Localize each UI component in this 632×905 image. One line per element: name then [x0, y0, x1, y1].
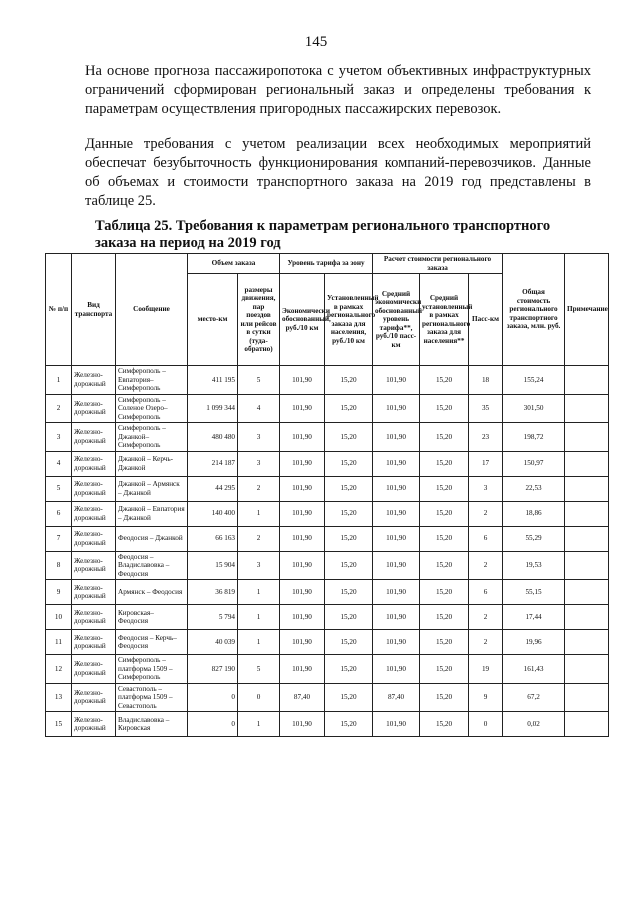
- cell-volume: 411 195: [188, 366, 238, 395]
- cell-note: [565, 655, 609, 684]
- cell-note: [565, 366, 609, 395]
- cell-row-number: 11: [46, 630, 72, 655]
- table-row: [46, 655, 609, 684]
- cell-econ-tariff: 101,90: [280, 655, 325, 684]
- cell-pass-km: 3: [469, 476, 503, 501]
- table-row: [46, 501, 609, 526]
- cell-note: [565, 712, 609, 737]
- header-pass-km: место-км: [188, 274, 238, 366]
- cell-econ-tariff: 101,90: [280, 712, 325, 737]
- cell-transport-type: Железно-дорожный: [72, 451, 116, 476]
- cell-transport-type: Железно-дорожный: [72, 366, 116, 395]
- cell-pass-km: 0: [469, 712, 503, 737]
- cell-volume: 0: [188, 683, 238, 712]
- cell-set-tariff: 15,20: [325, 451, 373, 476]
- cell-row-number: 15: [46, 712, 72, 737]
- cell-route: Джанкой – Евпатория – Джанкой: [116, 501, 188, 526]
- cell-row-number: 1: [46, 366, 72, 395]
- cell-row-number: 9: [46, 580, 72, 605]
- cell-trains: 2: [238, 526, 280, 551]
- table-row: [46, 630, 609, 655]
- cell-set-tariff: 15,20: [325, 580, 373, 605]
- cell-transport-type: Железно-дорожный: [72, 526, 116, 551]
- cell-pass-km: 2: [469, 551, 503, 580]
- cell-transport-type: Железно-дорожный: [72, 630, 116, 655]
- cell-econ-tariff: 101,90: [280, 476, 325, 501]
- cell-set-tariff: 15,20: [325, 366, 373, 395]
- cell-route: Симферополь – платформа 1509 – Симферополь: [116, 655, 188, 684]
- cell-row-number: 7: [46, 526, 72, 551]
- cell-route: Симферополь – Джанкой– Симферополь: [116, 423, 188, 452]
- cell-transport-type: Железно-дорожный: [72, 501, 116, 526]
- cell-pass-km: 23: [469, 423, 503, 452]
- transport-order-table: [45, 253, 609, 737]
- cell-note: [565, 630, 609, 655]
- cell-total-cost: 161,43: [503, 655, 565, 684]
- cell-trains: 1: [238, 712, 280, 737]
- cell-econ-tariff: 101,90: [280, 630, 325, 655]
- cell-transport-type: Железно-дорожный: [72, 476, 116, 501]
- cell-trains: 1: [238, 580, 280, 605]
- cell-set-tariff: 15,20: [325, 423, 373, 452]
- cell-transport-type: Железно-дорожный: [72, 394, 116, 423]
- cell-total-cost: 18,86: [503, 501, 565, 526]
- cell-route: Симферополь – Соленое Озеро– Симферополь: [116, 394, 188, 423]
- cell-pass-km: 35: [469, 394, 503, 423]
- header-set-tariff: Установленный в рамках регионального заказа для населения, руб./10 км: [325, 274, 373, 366]
- cell-route: Феодосия – Владиславовка – Феодосия: [116, 551, 188, 580]
- cell-row-number: 8: [46, 551, 72, 580]
- cell-note: [565, 605, 609, 630]
- cell-econ-tariff: 101,90: [280, 423, 325, 452]
- cell-total-cost: 67,2: [503, 683, 565, 712]
- cell-transport-type: Железно-дорожный: [72, 712, 116, 737]
- cell-total-cost: 301,50: [503, 394, 565, 423]
- table-row: [46, 683, 609, 712]
- cell-volume: 44 295: [188, 476, 238, 501]
- cell-row-number: 10: [46, 605, 72, 630]
- table-row: [46, 476, 609, 501]
- cell-volume: 1 099 344: [188, 394, 238, 423]
- cell-econ-tariff: 101,90: [280, 451, 325, 476]
- cell-pass-km: 2: [469, 630, 503, 655]
- cell-avg-set: 15,20: [420, 551, 469, 580]
- cell-econ-tariff: 101,90: [280, 501, 325, 526]
- header-calc-group: Расчет стоимости регионального заказа: [373, 254, 503, 274]
- cell-volume: 0: [188, 712, 238, 737]
- cell-avg-set: 15,20: [420, 451, 469, 476]
- cell-volume: 480 480: [188, 423, 238, 452]
- cell-route: Симферополь – Евпатория– Симферополь: [116, 366, 188, 395]
- cell-pass-km: 2: [469, 501, 503, 526]
- cell-avg-set: 15,20: [420, 501, 469, 526]
- cell-set-tariff: 15,20: [325, 712, 373, 737]
- cell-trains: 1: [238, 501, 280, 526]
- cell-volume: 15 904: [188, 551, 238, 580]
- cell-note: [565, 394, 609, 423]
- header-note: Примечание: [565, 254, 609, 366]
- table-row: [46, 526, 609, 551]
- paragraph-1: На основе прогноза пассажиропотока с учетом объективных инфраструктурных ограничений сформирован региональный заказ и определены требования к параметрам осуществления пригородных пассажирских перевозок.: [85, 63, 591, 117]
- cell-row-number: 3: [46, 423, 72, 452]
- cell-trains: 3: [238, 451, 280, 476]
- cell-set-tariff: 15,20: [325, 394, 373, 423]
- cell-route: Армянск – Феодосия: [116, 580, 188, 605]
- cell-set-tariff: 15,20: [325, 655, 373, 684]
- cell-econ-tariff: 101,90: [280, 551, 325, 580]
- cell-avg-set: 15,20: [420, 683, 469, 712]
- cell-trains: 5: [238, 655, 280, 684]
- cell-avg-set: 15,20: [420, 605, 469, 630]
- cell-total-cost: 19,96: [503, 630, 565, 655]
- header-route: Сообщение: [116, 254, 188, 366]
- cell-row-number: 13: [46, 683, 72, 712]
- table-row: [46, 366, 609, 395]
- cell-route: Джанкой – Керчь- Джанкой: [116, 451, 188, 476]
- cell-note: [565, 580, 609, 605]
- cell-econ-tariff: 87,40: [280, 683, 325, 712]
- header-avg-set: Средний установленный в рамках регионального заказа для населения**: [420, 274, 469, 366]
- cell-pass-km: 17: [469, 451, 503, 476]
- cell-pass-km: 9: [469, 683, 503, 712]
- cell-transport-type: Железно-дорожный: [72, 551, 116, 580]
- cell-avg-econ: 101,90: [373, 501, 420, 526]
- cell-set-tariff: 15,20: [325, 551, 373, 580]
- cell-set-tariff: 15,20: [325, 683, 373, 712]
- cell-volume: 36 819: [188, 580, 238, 605]
- cell-row-number: 5: [46, 476, 72, 501]
- cell-volume: 140 400: [188, 501, 238, 526]
- cell-pass-km: 6: [469, 580, 503, 605]
- cell-avg-econ: 101,90: [373, 394, 420, 423]
- cell-avg-econ: 101,90: [373, 476, 420, 501]
- cell-avg-set: 15,20: [420, 394, 469, 423]
- cell-econ-tariff: 101,90: [280, 394, 325, 423]
- header-pass-km2: Пасс-км: [469, 274, 503, 366]
- cell-avg-set: 15,20: [420, 655, 469, 684]
- cell-pass-km: 18: [469, 366, 503, 395]
- cell-total-cost: 22,53: [503, 476, 565, 501]
- cell-route: Феодосия – Керчь– Феодосия: [116, 630, 188, 655]
- cell-avg-econ: 101,90: [373, 605, 420, 630]
- cell-note: [565, 476, 609, 501]
- table-caption: Таблица 25. Требования к параметрам регионального транспортного заказа на период на 2019 год: [95, 218, 551, 251]
- cell-avg-econ: 101,90: [373, 630, 420, 655]
- cell-avg-econ: 101,90: [373, 526, 420, 551]
- cell-transport-type: Железно-дорожный: [72, 655, 116, 684]
- header-num: № п/п: [46, 254, 72, 366]
- page-number: 145: [304, 34, 328, 50]
- cell-set-tariff: 15,20: [325, 526, 373, 551]
- table-row: [46, 451, 609, 476]
- cell-trains: 1: [238, 605, 280, 630]
- header-volume-group: Объем заказа: [188, 254, 280, 274]
- cell-avg-econ: 101,90: [373, 551, 420, 580]
- cell-row-number: 4: [46, 451, 72, 476]
- table-row: [46, 551, 609, 580]
- cell-econ-tariff: 101,90: [280, 366, 325, 395]
- cell-set-tariff: 15,20: [325, 605, 373, 630]
- cell-volume: 214 187: [188, 451, 238, 476]
- header-trains: размеры движения, пар поездов или рейсов в сутки (туда-обратно): [238, 274, 280, 366]
- cell-row-number: 12: [46, 655, 72, 684]
- cell-volume: 66 163: [188, 526, 238, 551]
- cell-total-cost: 19,53: [503, 551, 565, 580]
- cell-pass-km: 19: [469, 655, 503, 684]
- cell-avg-set: 15,20: [420, 423, 469, 452]
- cell-total-cost: 55,29: [503, 526, 565, 551]
- cell-total-cost: 150,97: [503, 451, 565, 476]
- cell-avg-econ: 101,90: [373, 366, 420, 395]
- cell-avg-set: 15,20: [420, 476, 469, 501]
- cell-set-tariff: 15,20: [325, 476, 373, 501]
- cell-trains: 5: [238, 366, 280, 395]
- cell-route: Джанкой – Армянск – Джанкой: [116, 476, 188, 501]
- cell-note: [565, 683, 609, 712]
- cell-transport-type: Железно-дорожный: [72, 683, 116, 712]
- header-tariff-group: Уровень тарифа за зону: [280, 254, 373, 274]
- cell-trains: 0: [238, 683, 280, 712]
- cell-total-cost: 17,44: [503, 605, 565, 630]
- cell-avg-econ: 101,90: [373, 712, 420, 737]
- cell-note: [565, 501, 609, 526]
- cell-set-tariff: 15,20: [325, 630, 373, 655]
- cell-avg-econ: 101,90: [373, 655, 420, 684]
- cell-transport-type: Железно-дорожный: [72, 423, 116, 452]
- cell-note: [565, 526, 609, 551]
- table-row: [46, 712, 609, 737]
- cell-avg-set: 15,20: [420, 366, 469, 395]
- cell-trains: 1: [238, 630, 280, 655]
- cell-avg-econ: 101,90: [373, 580, 420, 605]
- cell-volume: 40 039: [188, 630, 238, 655]
- cell-route: Феодосия – Джанкой: [116, 526, 188, 551]
- cell-trains: 2: [238, 476, 280, 501]
- cell-route: Владиславовка – Кировская: [116, 712, 188, 737]
- cell-trains: 3: [238, 551, 280, 580]
- cell-econ-tariff: 101,90: [280, 580, 325, 605]
- cell-set-tariff: 15,20: [325, 501, 373, 526]
- cell-total-cost: 198,72: [503, 423, 565, 452]
- cell-row-number: 6: [46, 501, 72, 526]
- cell-econ-tariff: 101,90: [280, 526, 325, 551]
- header-avg-econ: Средний экономически обоснованный уровень тарифа**, руб./10 пасс-км: [373, 274, 420, 366]
- table-row: [46, 394, 609, 423]
- table-row: [46, 580, 609, 605]
- cell-transport-type: Железно-дорожный: [72, 605, 116, 630]
- cell-total-cost: 155,24: [503, 366, 565, 395]
- cell-row-number: 2: [46, 394, 72, 423]
- cell-avg-set: 15,20: [420, 712, 469, 737]
- cell-note: [565, 451, 609, 476]
- cell-avg-set: 15,20: [420, 630, 469, 655]
- cell-avg-econ: 87,40: [373, 683, 420, 712]
- cell-route: Кировская– Феодосия: [116, 605, 188, 630]
- cell-pass-km: 2: [469, 605, 503, 630]
- cell-avg-econ: 101,90: [373, 451, 420, 476]
- paragraph-2: Данные требования с учетом реализации всех необходимых мероприятий обеспечат безубыточность функционирования компаний-перевозчиков. Данные об объемах и стоимости транспортного заказа на 2019 год представлены в таблице 25.: [85, 136, 591, 209]
- cell-econ-tariff: 101,90: [280, 605, 325, 630]
- cell-trains: 4: [238, 394, 280, 423]
- header-econ-tariff: Экономически обоснованный, руб./10 км: [280, 274, 325, 366]
- cell-volume: 5 794: [188, 605, 238, 630]
- header-total-cost: Общая стоимость регионального транспортного заказа, млн. руб.: [503, 254, 565, 366]
- cell-avg-set: 15,20: [420, 580, 469, 605]
- cell-pass-km: 6: [469, 526, 503, 551]
- cell-route: Севастополь – платформа 1509 – Севастополь: [116, 683, 188, 712]
- cell-avg-set: 15,20: [420, 526, 469, 551]
- cell-transport-type: Железно-дорожный: [72, 580, 116, 605]
- cell-trains: 3: [238, 423, 280, 452]
- cell-volume: 827 190: [188, 655, 238, 684]
- table-row: [46, 605, 609, 630]
- header-transport: Вид транспорта: [72, 254, 116, 366]
- table-row: [46, 423, 609, 452]
- cell-total-cost: 0,02: [503, 712, 565, 737]
- cell-avg-econ: 101,90: [373, 423, 420, 452]
- cell-note: [565, 423, 609, 452]
- cell-note: [565, 551, 609, 580]
- cell-total-cost: 55,15: [503, 580, 565, 605]
